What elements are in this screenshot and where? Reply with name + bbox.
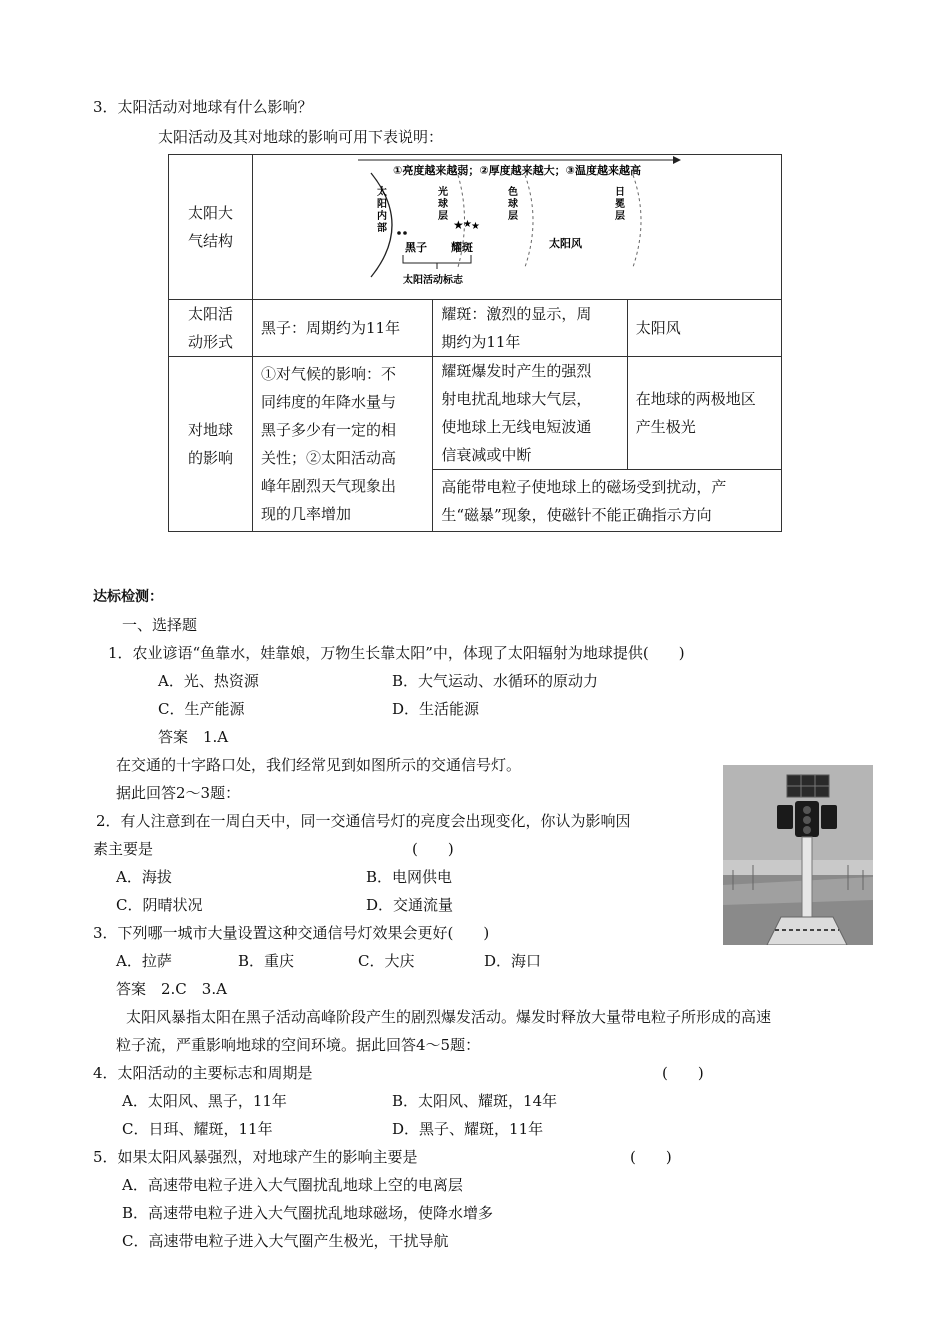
q4-option-a: A．太阳风、黑子，11年 [122,1092,287,1110]
q3-option-b: B．重庆 [238,952,295,970]
question-1: 1．农业谚语“鱼靠水，娃靠娘，万物生长靠太阳”中，体现了太阳辐射为地球提供( ) [108,644,685,662]
answer-2-3: 答案 2.C 3.A [116,980,227,998]
q2-option-c: C．阴晴状况 [116,896,203,914]
traffic-light-photo [723,765,873,945]
flare-star-icon: ★ [453,218,464,232]
row-label-forms: 太阳活 动形式 [169,300,253,357]
svg-text:色: 色 [508,187,518,198]
svg-text:冕: 冕 [615,199,625,210]
arrow-text: ①亮度越来越弱；②厚度越来越大；③温度越来越高 [393,164,641,177]
question-4-paren: ( ) [662,1064,704,1082]
context-4-line1: 太阳风暴指太阳在黑子活动高峰阶段产生的剧烈爆发活动。爆发时释放大量带电粒子所形成的高速 [126,1008,772,1026]
sunspot-form: 黑子：周期约为11年 [253,300,433,357]
context-2: 在交通的十字路口处，我们经常见到如图所示的交通信号灯。 [116,756,522,774]
svg-text:层: 层 [508,211,518,222]
test-title: 达标检测： [93,589,163,605]
question-2-paren: ( ) [412,840,454,858]
q1-option-a: A．光、热资源 [158,672,259,690]
q1-option-c: C．生产能源 [158,700,245,718]
interior-label [377,185,387,234]
flare-effect: 耀斑爆发时产生的强烈 射电扰乱地球大气层， 使地球上无线电短波通 信衰减或中断 [433,357,627,470]
svg-text:球: 球 [508,199,518,210]
svg-text:太: 太 [377,187,387,198]
solar-activity-table [168,154,782,532]
sunspot-label: 黑子 [405,241,427,254]
svg-text:球: 球 [438,199,448,210]
q3-option-a: A．拉萨 [116,952,172,970]
chromosphere-label [508,185,518,222]
magnetic-effect: 高能带电粒子使地球上的磁场受到扰动，产 生“磁暴”现象，使磁针不能正确指示方向 [433,470,782,532]
bracket [403,255,471,263]
q5-option-a: A．高速带电粒子进入大气圈扰乱地球上空的电离层 [122,1176,463,1194]
part-title: 一、选择题 [122,616,198,634]
photosphere-label [438,185,448,222]
q5-option-c: C．高速带电粒子进入大气圈产生极光，干扰导航 [122,1232,449,1250]
question-5: 5．如果太阳风暴强烈，对地球产生的影响主要是 [93,1148,418,1166]
q4-option-d: D．黑子、耀斑，11年 [392,1120,544,1138]
sunspot-effect: ①对气候的影响：不 同纬度的年降水量与 黑子多少有一定的相 关性；②太阳活动高 峰年剧烈天气现象出 现的几率增加 [253,357,433,532]
svg-text:层: 层 [615,211,625,222]
sunspot-dot [403,231,407,235]
flare-star-icon: ★ [463,219,472,230]
section-intro: 太阳活动及其对地球的影响可用下表说明： [158,128,444,146]
q3-option-d: D．海口 [484,952,542,970]
svg-text:部: 部 [377,223,387,234]
context-4-line2: 粒子流，严重影响地球的空间环境。据此回答4～5题： [116,1036,481,1054]
corona-arc [633,175,641,267]
q2-option-b: B．电网供电 [366,868,453,886]
question-5-paren: ( ) [630,1148,672,1166]
atmosphere-diagram-cell [253,155,782,300]
svg-text:阳: 阳 [377,199,387,210]
section-heading: 3．太阳活动对地球有什么影响？ [93,98,313,116]
q4-option-c: C．日珥、耀斑，11年 [122,1120,273,1138]
svg-text:内: 内 [377,211,387,222]
q3-option-c: C．大庆 [358,952,415,970]
svg-text:层: 层 [438,211,448,222]
q1-option-b: B．大气运动、水循环的原动力 [392,672,599,690]
sunspot-dot [397,231,401,235]
q4-option-b: B．太阳风、耀斑，14年 [392,1092,558,1110]
flare-form: 耀斑：激烈的显示，周 期约为11年 [433,300,627,357]
svg-text:光: 光 [438,187,448,198]
row-label-effects: 对地球 的影响 [169,357,253,532]
q5-option-b: B．高速带电粒子进入大气圈扰乱地球磁场，使降水增多 [122,1204,494,1222]
row-label-structure: 太阳大 气结构 [169,155,253,300]
activity-sign-label: 太阳活动标志 [403,275,463,286]
question-2-line1: 2．有人注意到在一周白天中，同一交通信号灯的亮度会出现变化，你认为影响因 [96,812,631,830]
chromosphere-arc [525,175,533,267]
atmosphere-diagram [253,155,781,299]
arrow-head [673,156,681,164]
wind-effect: 在地球的两极地区 产生极光 [627,357,781,470]
question-3: 3．下列哪一城市大量设置这种交通信号灯效果会更好( ) [93,924,490,942]
answer-1: 答案 1.A [158,728,229,746]
solar-wind-label: 太阳风 [549,237,582,250]
corona-label [615,186,625,222]
context-2b: 据此回答2～3题： [116,784,241,802]
question-2-line2: 素主要是 [93,840,154,858]
flare-label: 耀斑 [451,241,473,254]
flare-star-icon: ★ [471,221,480,232]
wind-form: 太阳风 [627,300,781,357]
question-4: 4．太阳活动的主要标志和周期是 [93,1064,313,1082]
q1-option-d: D．生活能源 [392,700,480,718]
q2-option-d: D．交通流量 [366,896,454,914]
q2-option-a: A．海拔 [116,868,172,886]
svg-text:日: 日 [615,187,625,198]
